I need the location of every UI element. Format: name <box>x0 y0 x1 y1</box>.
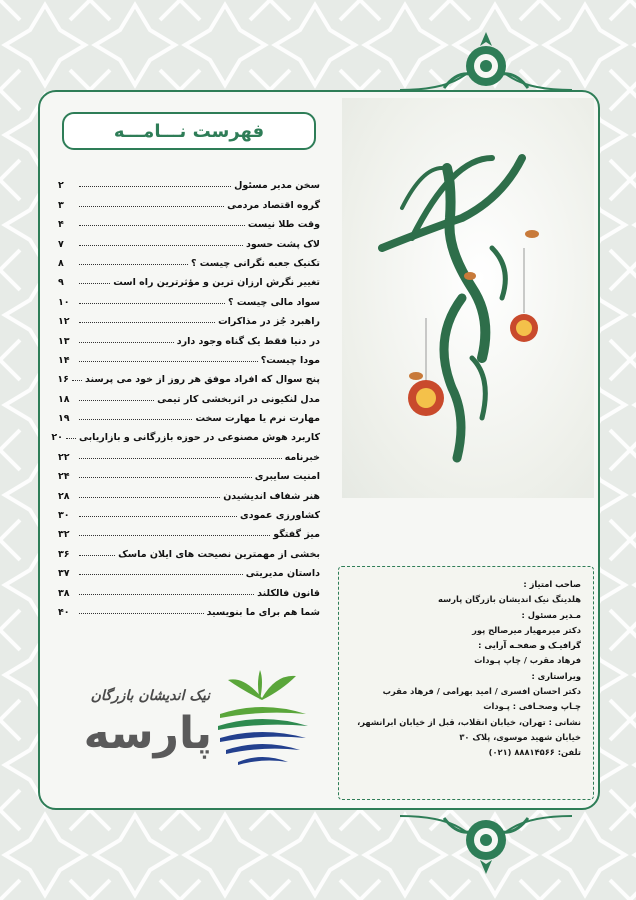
credits-line: مـدیر مسئول : <box>521 609 581 620</box>
toc-item <box>58 347 320 366</box>
toc-item-page: ۱۲ <box>58 316 70 328</box>
toc-item-label: امنیت سایبری <box>254 471 320 483</box>
toc-item-label: پنج سوال که افراد موفق هر روز از خود می پرسند <box>84 374 320 386</box>
credits-line: نشانی : تهران، خیابان انقلاب، قبل از خیابان ابرانشهر، <box>357 716 581 727</box>
toc-item-label: مهارت نرم یا مهارت سخت <box>195 413 320 425</box>
toc-item-page: ۲۴ <box>58 471 70 483</box>
toc-item-page: ۴ <box>58 219 64 231</box>
toc-leader-dots <box>79 400 154 401</box>
toc-item <box>51 424 320 444</box>
toc-item-label: شما هم برای ما بنویسید <box>206 606 320 618</box>
toc-item <box>58 327 320 346</box>
toc-item-label: بخشی از مهمترین نصیحت های ایلان ماسک <box>118 548 320 560</box>
toc-item-page: ۱۴ <box>58 354 70 366</box>
toc-item-label: مودا چیست؟ <box>260 354 320 366</box>
toc-title-box <box>62 112 316 150</box>
credits-line: تلفن: ۸۸۸۱۴۵۶۶ (۰۲۱) <box>488 747 581 758</box>
toc-item-label: لاک پشت حسود <box>245 238 320 250</box>
credits-line: فرهاد مقرب / چاپ پـودات <box>474 655 581 666</box>
toc-item-page: ۱۹ <box>58 413 70 425</box>
toc-item-page: ۳۶ <box>58 548 70 560</box>
toc-item <box>58 405 320 424</box>
toc-leader-dots <box>79 283 110 284</box>
credits-line: دکتر میرمهیار میرصالح پور <box>472 624 581 635</box>
toc-leader-dots <box>79 574 243 575</box>
toc-item-page: ۲ <box>58 180 64 192</box>
toc-item <box>58 211 320 230</box>
toc-item <box>58 230 320 249</box>
credits-line: دکتر احسان افسری / امید بهرامی / فرهاد مقرب <box>382 686 581 697</box>
credits-line: چـاپ وصحـافی : پـودات <box>483 701 581 712</box>
toc-leader-dots <box>79 186 231 187</box>
toc-list <box>51 172 320 618</box>
toc-item-page: ۳ <box>58 199 64 211</box>
toc-leader-dots <box>72 380 82 381</box>
toc-item-page: ۲۸ <box>58 490 70 502</box>
toc-title: فهرست نـــامـــه <box>113 120 265 142</box>
toc-item <box>58 269 320 288</box>
toc-item-page: ۴۰ <box>58 606 70 618</box>
toc-item-page: ۹ <box>58 277 64 289</box>
toc-item-label: راهبرد جُز در مذاکرات <box>218 316 320 328</box>
toc-leader-dots <box>79 342 174 343</box>
toc-item <box>58 385 320 404</box>
toc-leader-dots <box>79 322 215 323</box>
toc-leader-dots <box>79 303 225 304</box>
logo-tagline: نیک اندیشان بازرگان <box>90 688 210 704</box>
parseh-logo-icon <box>214 670 310 770</box>
toc-item-label: تکنیک جعبه نگرانی چیست ؟ <box>190 257 320 269</box>
toc-item <box>58 540 320 559</box>
toc-leader-dots <box>66 438 76 439</box>
toc-item <box>58 560 320 579</box>
toc-leader-dots <box>79 613 204 614</box>
credits-box <box>338 566 594 800</box>
toc-item-page: ۲۰ <box>51 432 63 444</box>
toc-item-page: ۱۳ <box>58 335 70 347</box>
toc-item <box>58 288 320 307</box>
toc-leader-dots <box>79 419 192 420</box>
toc-item-page: ۱۸ <box>58 393 70 405</box>
toc-item <box>58 366 320 385</box>
toc-item-page: ۳۲ <box>58 529 70 541</box>
credits-line: خیابان شهید موسوی، پلاک ۳۰ <box>459 731 581 742</box>
toc-item <box>58 443 320 462</box>
toc-leader-dots <box>79 555 115 556</box>
toc-leader-dots <box>79 535 270 536</box>
toc-leader-dots <box>79 516 237 517</box>
toc-item-page: ۸ <box>58 257 64 269</box>
toc-item-page: ۳۰ <box>58 510 70 522</box>
calligraphy-panel <box>342 98 594 498</box>
calligraphy-icon <box>342 98 594 498</box>
toc-leader-dots <box>79 245 243 246</box>
toc-item <box>58 463 320 482</box>
toc-item <box>58 172 320 191</box>
toc-item-page: ۳۷ <box>58 568 70 580</box>
toc-item-label: خبرنامه <box>284 451 320 463</box>
toc-leader-dots <box>79 264 188 265</box>
toc-item-label: هنر شفاف اندیشیدن <box>223 490 320 502</box>
toc-item-label: گروه اقتصاد مردمی <box>227 199 320 211</box>
toc-item-label: قانون فالکلند <box>257 587 320 599</box>
toc-item-label: سواد مالی چیست ؟ <box>228 296 320 308</box>
toc-item-page: ۱۰ <box>58 296 70 308</box>
toc-item-label: کشاورزی عمودی <box>239 510 320 522</box>
toc-item <box>58 502 320 521</box>
toc-leader-dots <box>79 594 254 595</box>
toc-item-label: سخن مدیر مسئول <box>234 180 320 192</box>
toc-item <box>58 308 320 327</box>
toc-item <box>58 521 320 540</box>
toc-item-page: ۷ <box>58 238 64 250</box>
toc-leader-dots <box>79 497 220 498</box>
toc-leader-dots <box>79 225 245 226</box>
top-ornament-icon <box>400 28 572 100</box>
credits-line: هلدینگ نیک اندیشان بازرگان پارسه <box>438 594 581 605</box>
toc-item-label: وقت طلا نیست <box>247 219 320 231</box>
toc-item-label: داستان مدیریتی <box>245 568 320 580</box>
toc-item <box>58 482 320 501</box>
toc-item-page: ۲۲ <box>58 451 70 463</box>
toc-item-label: تغییر نگرش ارزان ترین و مؤثرترین راه است <box>113 277 320 289</box>
toc-item <box>58 579 320 598</box>
toc-item-page: ۱۶ <box>57 374 69 386</box>
credits-line: گرافیـک و صفحـه آرایی : <box>478 640 581 651</box>
toc-leader-dots <box>79 477 252 478</box>
toc-item-page: ۳۸ <box>58 587 70 599</box>
toc-item-label: کاربرد هوش مصنوعی در حوزه بازرگانی و بازاریابی <box>78 432 320 444</box>
toc-item <box>58 250 320 269</box>
toc-leader-dots <box>79 361 258 362</box>
toc-leader-dots <box>79 206 224 207</box>
credits-line: صاحب امتیاز : <box>523 579 581 589</box>
toc-leader-dots <box>79 458 282 459</box>
toc-item-label: مدل لنکیونی در اثربخشی کار تیمی <box>157 393 320 405</box>
logo-name: پارسه <box>83 708 212 759</box>
toc-item-label: میز گفتگو <box>273 529 320 541</box>
toc-item <box>58 191 320 210</box>
bottom-ornament-icon <box>400 806 572 878</box>
toc-item <box>58 599 320 618</box>
toc-item-label: در دنیا فقط یک گناه وجود دارد <box>176 335 320 347</box>
credits-line: ویراستاری : <box>531 670 581 681</box>
